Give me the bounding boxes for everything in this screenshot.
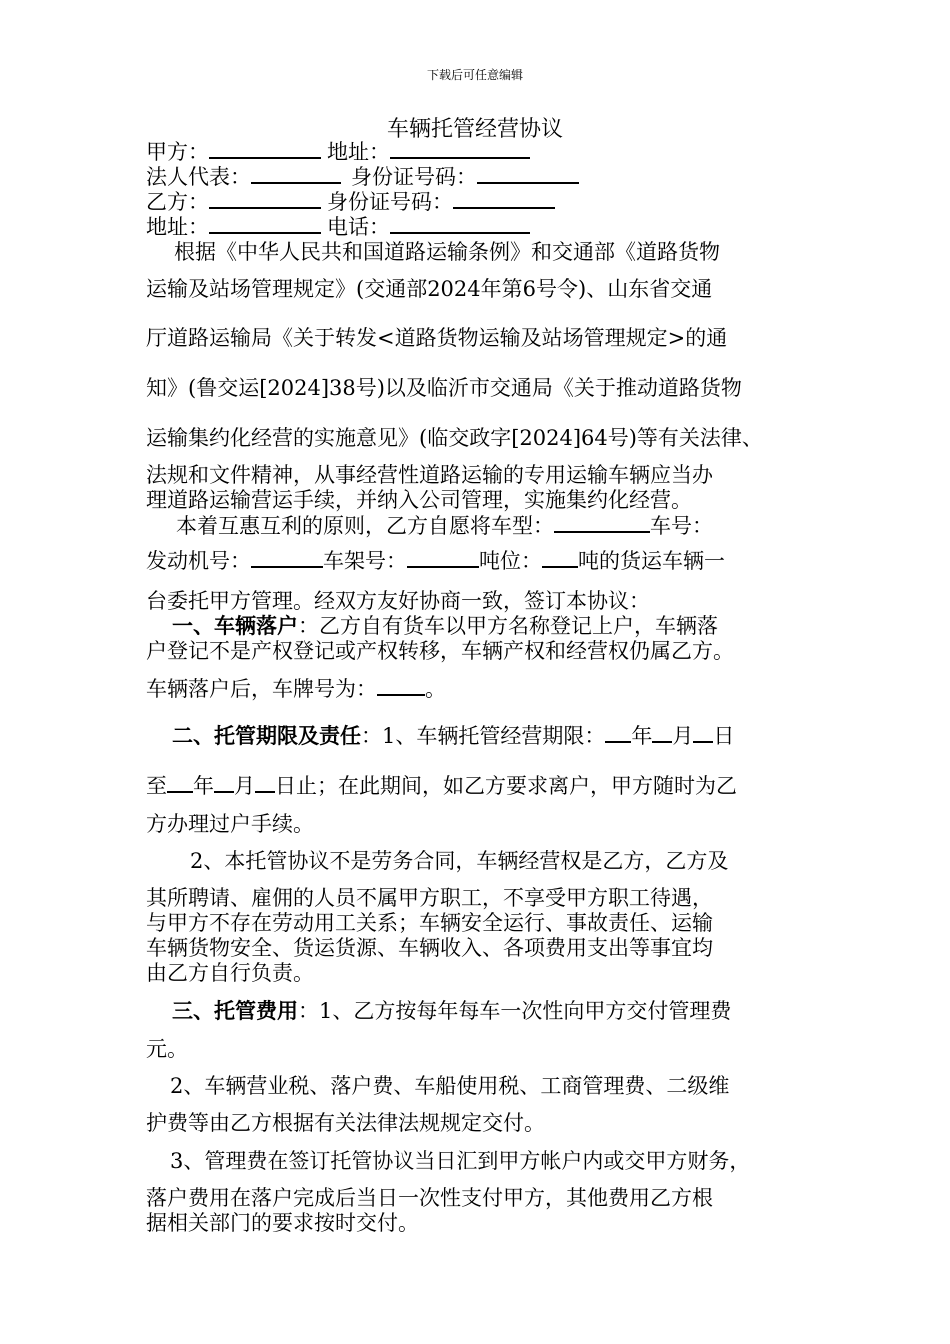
s1-line-3 xyxy=(146,673,446,703)
month-label: 月 xyxy=(672,724,694,748)
s3-item2-line-1: 2、车辆营业税、落户费、车船使用税、工商管理费、二级维 xyxy=(170,1074,730,1098)
engine-label: 发动机号： xyxy=(146,549,251,573)
legal-rep-label: 法人代表： xyxy=(146,165,251,189)
s2-item2-line-5: 由乙方自行负责。 xyxy=(146,961,314,985)
s2-item2-line-4: 车辆货物安全、货运货源、车辆收入、各项费用支出等事宜均 xyxy=(146,936,713,960)
s2-item2-line-3: 与甲方不存在劳动用工关系；车辆安全运行、事故责任、运输 xyxy=(146,911,713,935)
s2-line-1 xyxy=(172,720,734,750)
s3-line-1 xyxy=(172,995,731,1025)
party-b-blank[interactable] xyxy=(209,206,321,209)
s2-line-2 xyxy=(146,770,737,800)
s3-item3-line-2: 落户费用在落户完成后当日一次性支付甲方，其他费用乙方根 xyxy=(146,1186,713,1210)
s3-line-2: 元。 xyxy=(146,1037,188,1061)
s1-heading: 一、车辆落户 xyxy=(172,614,298,638)
id-label: 身份证号码： xyxy=(351,165,477,189)
p2-line-1 xyxy=(176,510,713,540)
address-label: 地址： xyxy=(327,140,390,164)
p1-line-3: 厅道路运输局《关于转发<道路货物运输及站场管理规定>的通 xyxy=(146,326,728,350)
frame-label: 车架号： xyxy=(323,549,407,573)
s1-line-2: 户登记不是产权登记或产权转移，车辆产权和经营权仍属乙方。 xyxy=(146,639,734,663)
address2-blank[interactable] xyxy=(209,231,321,234)
year-label: 年 xyxy=(631,724,653,748)
s2-heading: 二、托管期限及责任 xyxy=(172,724,361,748)
start-month-blank[interactable] xyxy=(652,740,672,743)
p1-line-1: 根据《中华人民共和国道路运输条例》和交通部《道路货物 xyxy=(174,240,720,264)
vehicle-type-blank[interactable] xyxy=(554,530,650,533)
party-b-id-label: 身份证号码： xyxy=(327,190,453,214)
page-header-note: 下载后可任意编辑 xyxy=(426,68,523,82)
party-a-blank[interactable] xyxy=(209,156,321,159)
phone-label: 电话： xyxy=(327,215,390,239)
end-month-blank[interactable] xyxy=(214,790,234,793)
address2-label: 地址： xyxy=(146,215,209,239)
party-b-label: 乙方： xyxy=(146,190,209,214)
s3-heading: 三、托管费用 xyxy=(172,999,298,1023)
phone-blank[interactable] xyxy=(390,231,530,234)
s2-item2-line-2: 其所聘请、雇佣的人员不属甲方职工，不享受甲方职工待遇， xyxy=(146,886,713,910)
start-year-blank[interactable] xyxy=(605,740,631,743)
s1-text-3b: 。 xyxy=(425,677,446,701)
p2-line-3: 台委托甲方管理。经双方友好协商一致，签订本协议： xyxy=(146,589,650,613)
plate-number-blank[interactable] xyxy=(377,693,425,696)
end-year-blank[interactable] xyxy=(167,790,193,793)
end-day-blank[interactable] xyxy=(255,790,275,793)
p2-text-d: 吨的货运车辆一 xyxy=(578,549,725,573)
p1-line-4: 知》(鲁交运[2024]38号)以及临沂市交通局《关于推动道路货物 xyxy=(146,376,742,400)
p1-line-2: 运输及站场管理规定》(交通部2024年第6号令)、山东省交通 xyxy=(146,277,713,301)
s1-text-1: ：乙方自有货车以甲方名称登记上户，车辆落 xyxy=(298,614,718,638)
start-day-blank[interactable] xyxy=(693,740,713,743)
party-b-id-blank[interactable] xyxy=(453,206,555,209)
legal-rep-blank[interactable] xyxy=(251,181,341,184)
address-blank[interactable] xyxy=(390,156,530,159)
p1-line-6: 法规和文件精神，从事经营性道路运输的专用运输车辆应当办 xyxy=(146,463,713,487)
document-title: 车辆托管经营协议 xyxy=(386,117,563,142)
p1-line-7: 理道路运输营运手续，并纳入公司管理，实施集约化经营。 xyxy=(146,488,692,512)
day-label: 日 xyxy=(713,724,735,748)
tonnage-label: 吨位： xyxy=(479,549,542,573)
s2-line-3: 方办理过户手续。 xyxy=(146,812,314,836)
party-a-label: 甲方： xyxy=(146,140,209,164)
s2-text-1: ：1、车辆托管经营期限： xyxy=(361,724,606,748)
id-blank[interactable] xyxy=(477,181,579,184)
s2-text-end: 日止；在此期间，如乙方要求离户，甲方随时为乙 xyxy=(275,774,737,798)
end-year-label: 年 xyxy=(193,774,214,798)
p2-line-2 xyxy=(146,545,725,575)
s2-item2-line-1: 2、本托管协议不是劳务合同，车辆经营权是乙方，乙方及 xyxy=(190,849,729,873)
end-month-label: 月 xyxy=(234,774,255,798)
s3-item3-line-1: 3、管理费在签订托管协议当日汇到甲方帐户内或交甲方财务， xyxy=(170,1149,751,1173)
p2-text-a: 本着互惠互利的原则，乙方自愿将车型： xyxy=(176,514,554,538)
p2-text-b: 车号： xyxy=(650,514,713,538)
p1-line-5: 运输集约化经营的实施意见》(临交政字[2024]64号)等有关法律、 xyxy=(146,426,763,450)
s3-text-1: ：1、乙方按每年每车一次性向甲方交付管理费 xyxy=(298,999,732,1023)
tonnage-blank[interactable] xyxy=(542,565,578,568)
s3-item2-line-2: 护费等由乙方根据有关法律法规规定交付。 xyxy=(146,1111,545,1135)
to-label: 至 xyxy=(146,774,167,798)
frame-blank[interactable] xyxy=(407,565,479,568)
engine-blank[interactable] xyxy=(251,565,323,568)
s3-item3-line-3: 据相关部门的要求按时交付。 xyxy=(146,1211,419,1235)
s1-text-3a: 车辆落户后，车牌号为： xyxy=(146,677,377,701)
